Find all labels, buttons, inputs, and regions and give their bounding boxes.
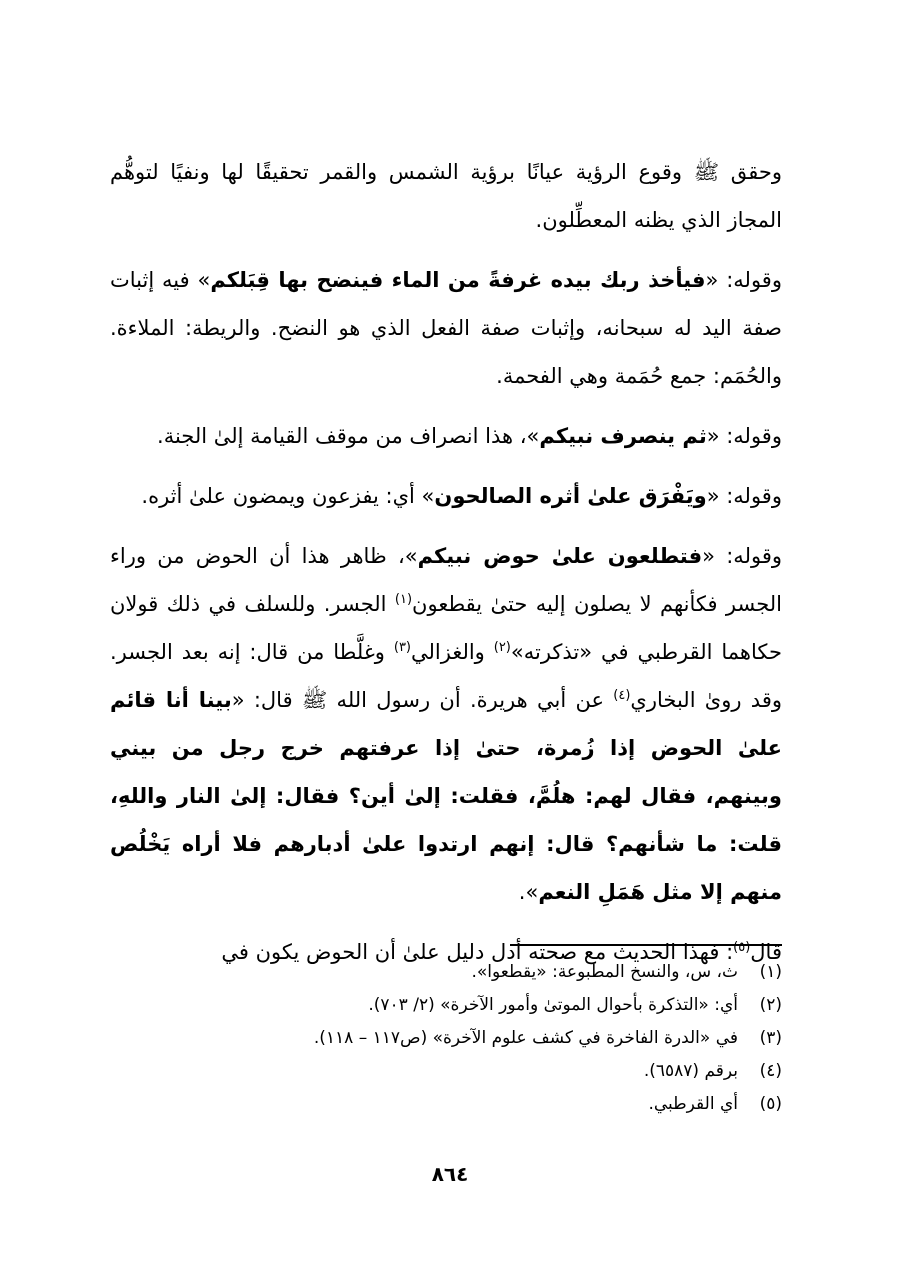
footnote-number: (٤) xyxy=(759,1061,782,1081)
hadith-quote: ثم ينصرف نبيكم xyxy=(539,424,707,448)
footnote-number: (١) xyxy=(759,962,782,982)
footnote-text: في «الدرة الفاخرة في كشف علوم الآخرة» (ص١١٧ – ١١٨). xyxy=(313,1028,738,1048)
footnotes xyxy=(110,956,782,1121)
text-span: : فهذا الحديث مع صحته أدل دليل علىٰ أن الحوض يكون في xyxy=(221,940,734,964)
footnote-ref: (٤) xyxy=(613,688,631,703)
paragraph xyxy=(110,472,782,520)
footnote-item xyxy=(110,1022,782,1055)
footnote-number: (٥) xyxy=(759,1094,782,1114)
paragraph xyxy=(110,148,782,244)
footnote-item xyxy=(110,1055,782,1088)
text-span: الجسر. وللسلف في ذلك قولان حكاهما القرطبي في «تذكرته» xyxy=(110,592,782,664)
footnote-ref: (٢) xyxy=(493,640,511,655)
footnote-number: (٣) xyxy=(759,1028,782,1048)
text-span: وغلَّطا من قال: إنه بعد الجسر. وقد روىٰ البخاري xyxy=(110,640,783,712)
hadith-quote: فيأخذ ربك بيده غرفةً من الماء فينضح بها قِبَلكم xyxy=(210,268,706,292)
footnote-number: (٢) xyxy=(759,995,782,1015)
paragraph xyxy=(110,412,782,460)
main-text xyxy=(110,148,782,988)
hadith-quote: فتطلعون علىٰ حوض نبيكم xyxy=(417,544,703,568)
page-number: ٨٦٤ xyxy=(431,1162,469,1186)
footnote-text: أي القرطبي. xyxy=(648,1094,738,1114)
footnote-ref: (٣) xyxy=(393,640,411,655)
footnote-text: أي: «التذكرة بأحوال الموتىٰ وأمور الآخرة» (٢/ ٧٠٣). xyxy=(368,995,738,1015)
text-span: وقوله: « xyxy=(706,424,782,448)
text-span: »، هذا انصراف من موقف القيامة إلىٰ الجنة. xyxy=(157,424,540,448)
text-span: قال xyxy=(750,940,782,964)
paragraph xyxy=(110,256,782,400)
footnote-item xyxy=(110,1088,782,1121)
paragraph xyxy=(110,532,782,916)
text-span: »، ظاهر هذا أن الحوض من وراء الجسر فكأنهم لا يصلون إليه حتىٰ يقطعون xyxy=(110,544,782,616)
text-span: وقوله: « xyxy=(706,484,782,508)
footnote-item xyxy=(110,989,782,1022)
text-span: وقوله: « xyxy=(705,268,782,292)
hadith-quote: بينا أنا قائم علىٰ الحوض إذا زُمرة، حتىٰ إذا عرفتهم خرج رجل من بيني وبينهم، فقال لهم: هلُمَّ، فقلت: إلىٰ أين؟ فقال: إلىٰ النار واللهِ، قلت: ما شأنهم؟ قال: إنهم ارتدوا علىٰ أدبارهم فلا أراه يَخْلُص منهم إلا مثل هَمَلِ النعم xyxy=(110,688,782,904)
text-span: » فيه إثبات صفة اليد له سبحانه، وإثبات صفة الفعل الذي هو النضح. والريطة: الملاءة. والحُمَم: جمع حُمَمة وهي الفحمة. xyxy=(110,268,782,388)
footnote-text: ث، س، والنسخ المطبوعة: «يقطعوا». xyxy=(471,962,738,982)
footnote-ref: (١) xyxy=(394,592,413,607)
text-span: » أي: يفزعون ويمضون علىٰ أثره. xyxy=(141,484,435,508)
text-span: عن أبي هريرة. أن رسول الله ﷺ قال: « xyxy=(231,688,614,712)
hadith-quote: ويَفْرَق علىٰ أثره الصالحون xyxy=(434,484,707,508)
text-span: ». xyxy=(518,880,539,904)
text-span: وحقق ﷺ وقوع الرؤية عيانًا برؤية الشمس والقمر تحقيقًا لها ونفيًا لتوهُّم المجاز الذي يظنه المعطِّلون. xyxy=(110,160,782,232)
text-span: وقوله: « xyxy=(702,544,782,568)
footnote-separator xyxy=(510,944,782,946)
footnote-item xyxy=(110,956,782,989)
footnote-ref: (٥) xyxy=(733,940,751,955)
footnote-text: برقم (٦٥٨٧). xyxy=(643,1061,738,1081)
text-span: والغزالي xyxy=(411,640,494,664)
